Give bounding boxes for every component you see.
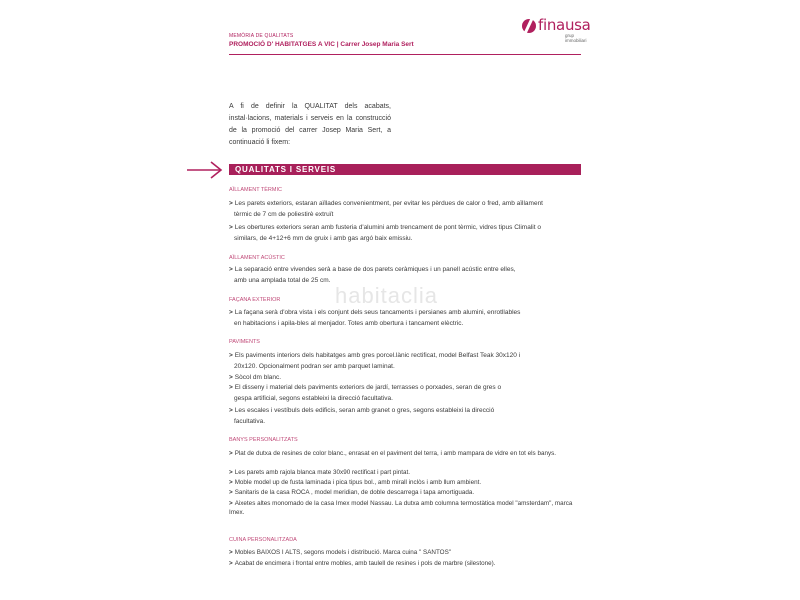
item-line: Les obertures exteriors seran amb fusteria d'alumini amb trencament de pont tèrmic, vidres tipus Climalit o (234, 224, 541, 231)
header-divider (229, 54, 581, 55)
section-title-banys: BANYS PERSONALITZATS (229, 437, 298, 443)
list-item: > Els paviments interiors dels habitatges amb gres porcel.lànic rectificat, model Belfast Teak 30x120 i 20x120. Opcionalment podran ser amb parquet laminat. (229, 350, 585, 372)
list-item: > Aixetes altes monomado de la casa Imex model Nassau. La dutxa amb columna termostàtica model "amsterdam", marca Imex. (229, 500, 573, 516)
item-line: 20x120. Opcionalment podran ser amb parquet laminat. (234, 363, 395, 370)
list-item: > Les parets exteriors, estaran aïllades convenientment, per evitar les pèrdues de calor o fred, amb aïllament tèrmic de 7 cm de poliestirè extruït (229, 198, 585, 220)
title-main: PROMOCIÓ D' HABITATGES A VIC (229, 41, 335, 48)
finausa-logo (522, 17, 592, 43)
section-bar-label: QUALITATS I SERVEIS (235, 165, 336, 174)
list-item: > El disseny i material dels paviments exteriors de jardí, terrasses o porxades, seran de gres o gespa artificial, segons estableixi la direcció facultativa. (229, 382, 585, 404)
item-line: Aixetes altes monomado de la casa Imex model Nassau. La dutxa amb columna termostàtica model "amsterdam", marca Imex. (229, 500, 573, 516)
list-item: > Moble model up de fusta laminada i pica tipus bol., amb mirall inclòs i amb llum ambient. (229, 479, 482, 486)
list-item: > Acabat de encimera i frontal entre mobles, amb taulell de resines i pols de marbre (silestone). (229, 560, 496, 567)
arrow-right-icon (187, 161, 223, 179)
list-item: > La façana serà d'obra vista i els conjunt dels seus tancaments i persianes amb alumini, enrotllables en habitacions i apila-bles al menjador. Totes amb obertura i tancament elèctric. (229, 307, 585, 329)
section-bar (229, 164, 581, 175)
logo-subtitle: grup immobiliari (565, 33, 587, 43)
section-title-termic: AÏLLAMENT TÈRMIC (229, 187, 282, 193)
item-line: Les parets exteriors, estaran aïllades convenientment, per evitar les pèrdues de calor o fred, amb aïllament (234, 200, 543, 207)
section-title-cuina: CUINA PERSONALITZADA (229, 537, 297, 543)
item-line: La separació entre vivendes serà a base de dos parets ceràmiques i un panell acústic entre elles, (234, 266, 516, 273)
item-line: Moble model up de fusta laminada i pica tipus bol., amb mirall inclòs i amb llum ambient. (234, 479, 482, 486)
list-item: > Plat de dutxa de resines de color blanc., enrasat en el paviment del terra, i amb mampara de vidre en tot els banys. (229, 450, 557, 457)
item-line: similars, de 4+12+6 mm de gruix i amb gas argó baix emissiu. (234, 235, 413, 242)
logo-name: finausa (538, 16, 591, 34)
list-item: > La separació entre vivendes serà a base de dos parets ceràmiques i un panell acústic entre elles, amb una amplada total de 25 cm. (229, 264, 585, 286)
list-item: > Sanitaris de la casa ROCA , model meridian, de doble descarrega i tapa amortiguada. (229, 489, 475, 496)
watermark: habitaclia (335, 283, 438, 308)
list-item: > Mobles BAIXOS I ALTS, segons models i distribució. Marca cuina " SANTOS" (229, 549, 452, 556)
item-line: facultativa. (234, 418, 266, 425)
item-line: Sòcol dm blanc. (234, 374, 282, 381)
list-item: > Les parets amb rajola blanca mate 30x90 rectificat i part pintat. (229, 469, 411, 476)
item-line: en habitacions i apila-bles al menjador. Totes amb obertura i tancament elèctric. (234, 320, 464, 327)
list-item: > Sòcol dm blanc. (229, 374, 282, 381)
document-kicker: MEMÒRIA DE QUALITATS (229, 33, 294, 39)
item-line: Els paviments interiors dels habitatges amb gres porcel.lànic rectificat, model Belfast Teak 30x120 i (234, 352, 521, 359)
section-title-paviments: PAVIMENTS (229, 339, 260, 345)
section-title-facana: FAÇANA EXTERIOR (229, 297, 281, 303)
item-line: Mobles BAIXOS I ALTS, segons models i distribució. Marca cuina " SANTOS" (234, 549, 452, 556)
title-separator: | (336, 41, 339, 48)
item-line: Acabat de encimera i frontal entre mobles, amb taulell de resines i pols de marbre (silestone). (234, 560, 496, 567)
title-subtitle: Carrer Josep Maria Sert (340, 41, 414, 48)
item-line: El disseny i material dels paviments exteriors de jardí, terrasses o porxades, seran de gres o (234, 384, 502, 391)
item-line: Plat de dutxa de resines de color blanc., enrasat en el paviment del terra, i amb mampara de vidre en tot els banys. (234, 450, 557, 457)
item-line: La façana serà d'obra vista i els conjunt dels seus tancaments i persianes amb alumini, enrotllables (234, 309, 521, 316)
document-title (229, 41, 414, 48)
list-item: > Les obertures exteriors seran amb fusteria d'alumini amb trencament de pont tèrmic, vidres tipus Climalit o similars, de 4+12+6 mm de gruix i amb gas argó baix emissiu. (229, 222, 585, 244)
item-line: gespa artificial, segons estableixi la direcció facultativa. (234, 395, 393, 402)
logo-mark-icon (522, 19, 536, 33)
section-title-acustic: AÏLLAMENT ACÚSTIC (229, 255, 285, 261)
item-line: tèrmic de 7 cm de poliestirè extruït (234, 211, 334, 218)
item-line: Les escales i vestíbuls dels edificis, seran amb granet o gres, segons estableixi la direcció (234, 407, 495, 414)
item-line: Les parets amb rajola blanca mate 30x90 rectificat i part pintat. (234, 469, 411, 476)
item-line: amb una amplada total de 25 cm. (234, 277, 331, 284)
item-line: Sanitaris de la casa ROCA , model meridian, de doble descarrega i tapa amortiguada. (234, 489, 475, 496)
list-item: > Les escales i vestíbuls dels edificis, seran amb granet o gres, segons estableixi la direcció facultativa. (229, 405, 585, 427)
intro-paragraph: A fi de definir la QUALITAT dels acabats, instal·lacions, materials i serveis en la construcció de la promoció del carrer Josep Maria Sert, a continuació li fixem: (229, 103, 391, 146)
